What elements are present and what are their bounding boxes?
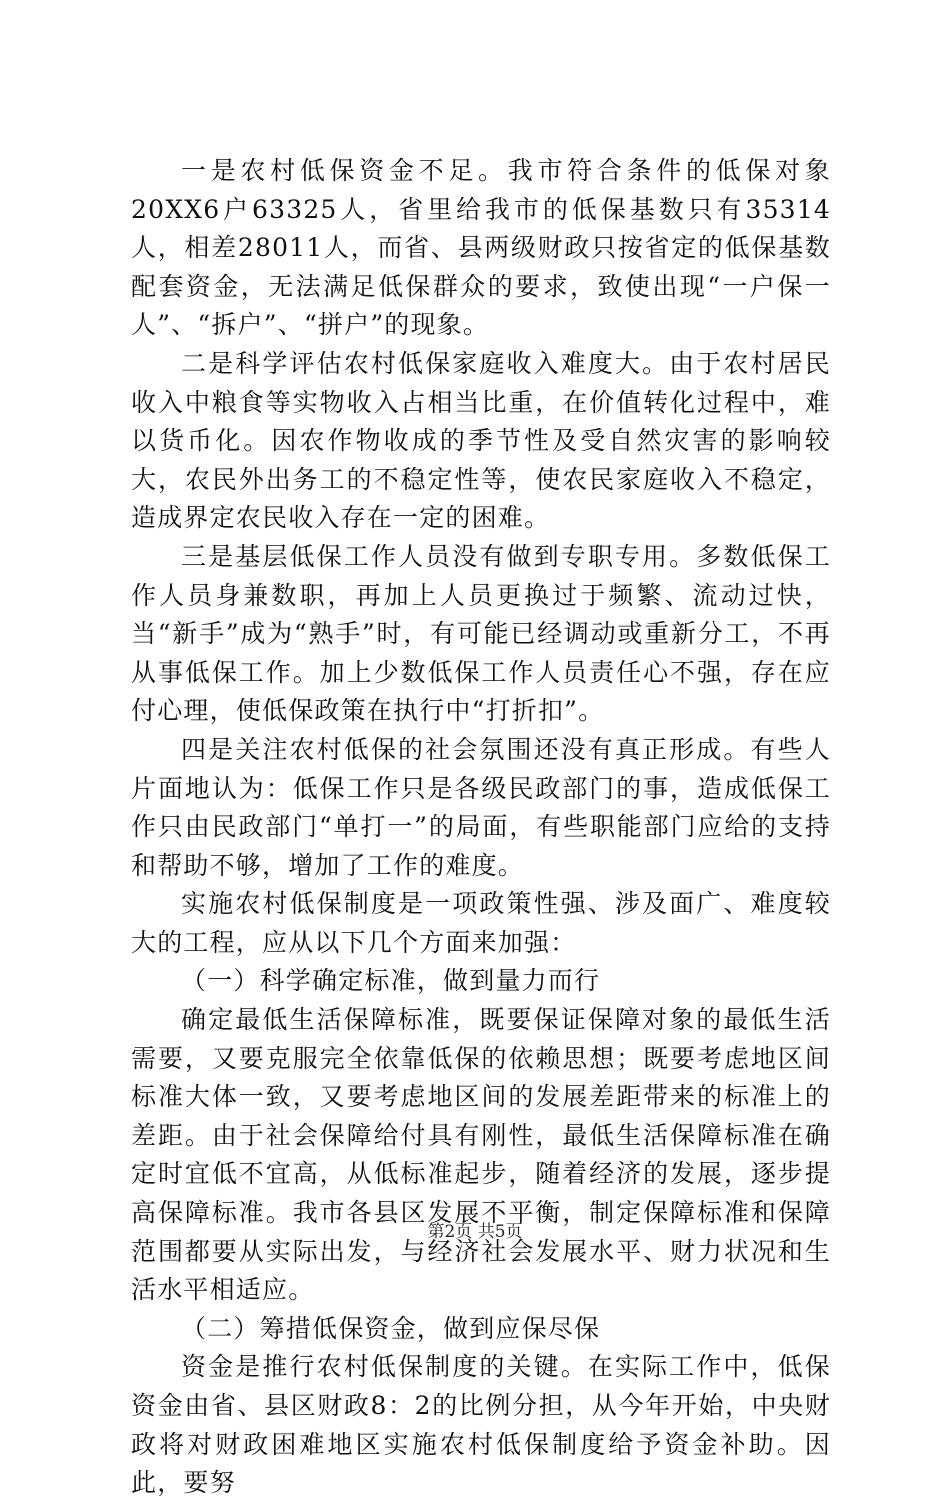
paragraph-social-atmosphere: 四是关注农村低保的社会氛围还没有真正形成。有些人片面地认为：低保工作只是各级民政部门的事，造成低保工作只由民政部门“单打一”的局面，有些职能部门应给的支持和帮助不够，增加了工作的难度。 [131, 734, 831, 880]
paragraph-income-assessment: 二是科学评估农村低保家庭收入难度大。由于农村居民收入中粮食等实物收入占相当比重，在价值转化过程中，难以货币化。因农作物收成的季节性及受自然灾害的影响较大，农民外出务工的不稳定性等，使农民家庭收入不稳定，造成界定农民收入存在一定的困难。 [131, 348, 831, 533]
paragraph-staffing: 三是基层低保工作人员没有做到专职专用。多数低保工作人员身兼数职，再加上人员更换过于频繁、流动过快，当“新手”成为“熟手”时，有可能已经调动或重新分工，不再从事低保工作。加上少数低保工作人员责任心不强，存在应付心理，使低保政策在执行中“打折扣”。 [131, 541, 831, 726]
document-body [131, 152, 831, 1503]
paragraph-implementation-intro: 实施农村低保制度是一项政策性强、涉及面广、难度较大的工程，应从以下几个方面来加强： [131, 889, 831, 957]
page-number-footer: 第2页 共5页 [427, 1222, 523, 1242]
section-heading-standards: （一）科学确定标准，做到量力而行 [181, 966, 601, 996]
paragraph-funding-shortage: 一是农村低保资金不足。我市符合条件的低保对象20XX6户63325人，省里给我市的低保基数只有35314人，相差28011人，而省、县两级财政只按省定的低保基数配套资金，无法满足低保群众的要求，致使出现“一户保一人”、“拆户”、“拼户”的现象。 [131, 156, 831, 340]
paragraph-funding: 资金是推行农村低保制度的关键。在实际工作中，低保资金由省、县区财政8：2的比例分担，从今年开始，中央财政将对财政困难地区实施农村低保制度给予资金补助。因此，要努 [131, 1352, 831, 1498]
paragraph-standards: 确定最低生活保障标准，既要保证保障对象的最低生活需要，又要克服完全依靠低保的依赖思想；既要考虑地区间标准大体一致，又要考虑地区间的发展差距带来的标准上的差距。由于社会保障给付具有刚性，最低生活保障标准在确定时宜低不宜高，从低标准起步，随着经济的发展，逐步提高保障标准。我市各县区发展不平衡，制定保障标准和保障范围都要从实际出发，与经济社会发展水平、财力状况和生活水平相适应。 [131, 1005, 831, 1305]
section-heading-funding: （二）筹措低保资金，做到应保尽保 [181, 1313, 601, 1343]
